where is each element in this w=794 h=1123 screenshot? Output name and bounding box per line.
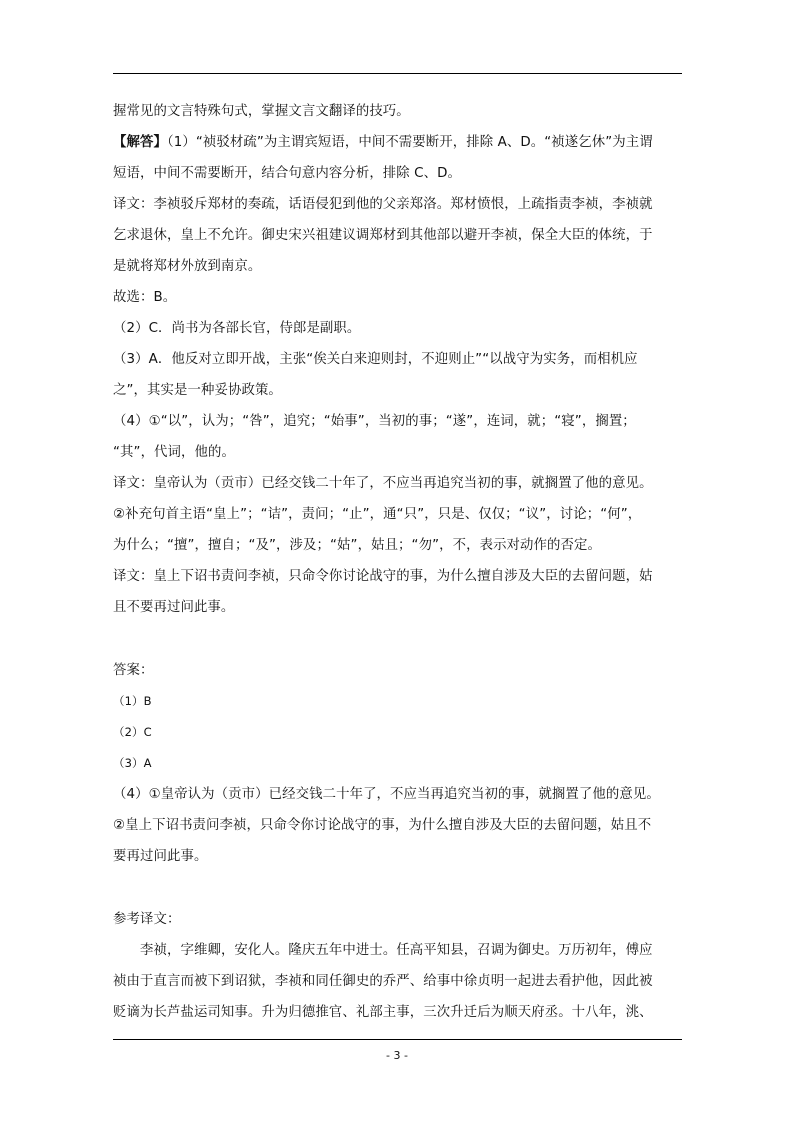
reference-line: 李祯，字维卿，安化人。隆庆五年中进士。任高平知县，召调为御史。万历初年，傅应 [140, 943, 653, 958]
translation-line: 且不要再过问此事。 [113, 600, 235, 615]
reference-line: 贬谪为长芦盐运司知事。升为归德推官、礼部主事，三次升迁后为顺天府丞。十八年，洮、 [113, 1005, 653, 1020]
analysis-line: 短语，中间不需要断开，结合句意内容分析，排除 C、D。 [113, 166, 461, 181]
spacer [113, 623, 682, 655]
analysis-line: ②补充句首主语“皇上”；“诘”，责问；“止”，通“只”，只是、仅仅；“议”，讨论；“何”， [113, 507, 642, 522]
page-number: - 3 - [386, 1049, 408, 1062]
spacer [113, 872, 682, 904]
translation-line: 译文：皇上下诏书责问李祯，只命令你讨论战守的事，为什么擅自涉及大臣的去留问题，姑 [113, 569, 653, 584]
answer-4-line: 要再过问此事。 [113, 849, 208, 864]
header-rule [113, 73, 682, 74]
reference-line: 祯由于直言而被下到诏狱，李祯和同任御史的乔严、给事中徐贞明一起进去看护他，因此被 [113, 974, 653, 989]
analysis-line: 握常见的文言特殊句式，掌握文言文翻译的技巧。 [113, 104, 410, 119]
jieda-line [113, 127, 682, 158]
answer-4-line: （4）①皇帝认为（贡市）已经交钱二十年了，不应当再追究当初的事，就搁置了他的意见。 [113, 787, 660, 802]
footer-rule [113, 1039, 682, 1040]
answer-3: （3）A [113, 756, 152, 770]
analysis-line: （3）A．他反对立即开战，主张“俟关白来迎则封，不迎则止”“以战守为实务，而相机应 [113, 352, 638, 367]
translation-line: 译文：李祯驳斥郑材的奏疏，话语侵犯到他的父亲郑洛。郑材愤恨，上疏指责李祯，李祯就 [113, 197, 653, 212]
analysis-line: 为什么；“擅”，擅自；“及”，涉及；“姑”，姑且；“勿”，不，表示对动作的否定。 [113, 538, 601, 553]
analysis-line: （2）C．尚书为各部长官，侍郎是副职。 [113, 321, 361, 336]
answers-heading: 答案： [113, 663, 154, 678]
document-body [113, 96, 682, 1028]
jieda-text: （1）“祯驳材疏”为主谓宾短语，中间不需要断开，排除 A、D。“祯遂乞休”为主谓 [166, 135, 653, 150]
answer-2: （2）C [113, 725, 152, 739]
jieda-label: 【解答】 [113, 135, 167, 150]
answer-1: （1）B [113, 694, 152, 708]
choice-line: 故选：B。 [113, 290, 177, 305]
analysis-line: 之”，其实是一种妥协政策。 [113, 383, 282, 398]
reference-heading: 参考译文： [113, 912, 181, 927]
answer-4-line: ②皇上下诏书责问李祯，只命令你讨论战守的事，为什么擅自涉及大臣的去留问题，姑且不 [113, 818, 652, 833]
translation-line: 译文：皇帝认为（贡市）已经交钱二十年了，不应当再追究当初的事，就搁置了他的意见。 [113, 476, 653, 491]
analysis-line: “其”，代词，他的。 [113, 445, 235, 460]
analysis-line: （4）①“以”，认为；“咎”，追究；“始事”，当初的事；“遂”，连词，就；“寝”，搁置； [113, 414, 636, 429]
translation-line: 是就将郑材外放到南京。 [113, 259, 262, 274]
translation-line: 乞求退休，皇上不允许。御史宋兴祖建议调郑材到其他部以避开李祯，保全大臣的体统，于 [113, 228, 653, 243]
